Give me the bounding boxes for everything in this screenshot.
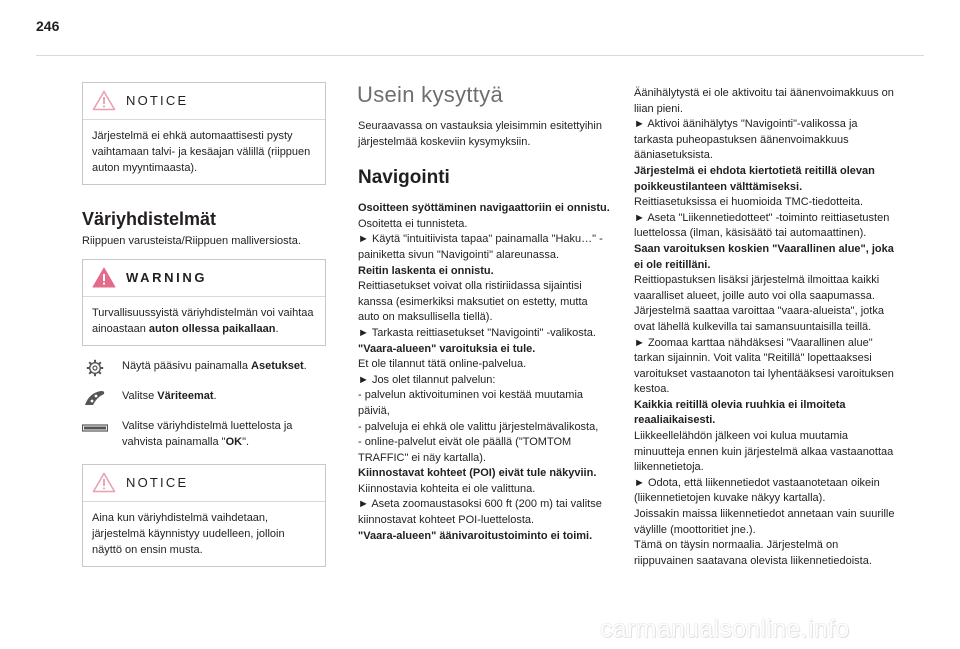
faq-answer: ► Odota, että liikennetiedot vastaanotetaan oikein (liikennetietojen kuvake näkyy kartalla). bbox=[634, 476, 880, 505]
faq-answer: ► Zoomaa karttaa nähdäksesi "Vaarallinen alue" tarkan sijainnin. Voit valita "Reitillä" lopettaaksesi varoitukset vastaanoton tai lyhentääksesi varoituksen kestoa. bbox=[634, 336, 894, 396]
faq-entries bbox=[358, 201, 611, 544]
faq-answer: ► Aseta zoomaustasoksi 600 ft (200 m) tai valitse kiinnostavat kohteet POI-luettelosta. bbox=[358, 498, 602, 527]
faq-title: Usein kysyttyä bbox=[357, 82, 504, 107]
step-confirm bbox=[82, 418, 326, 450]
right-column bbox=[634, 86, 896, 569]
faq-answer: ► Jos olet tilannut palvelun: bbox=[358, 373, 496, 386]
warning-text: Turvallisuussyistä väriyhdistelmän voi vaihtaa ainoastaan auton ollessa paikallaan. bbox=[92, 307, 314, 335]
confirm-bar-icon bbox=[82, 423, 108, 433]
step-text: Näytä pääsivu painamalla Asetukset. bbox=[122, 360, 307, 372]
faq-answer: Reittiasetukset voivat olla ristiriidassa sijaintisi kanssa (esimerkiksi maksutiet on estetty, mutta auto on maksullisella tiellä). bbox=[358, 280, 588, 324]
faq-answer: Kiinnostavia kohteita ei ole valittuna. bbox=[358, 482, 536, 495]
middle-column bbox=[358, 82, 611, 544]
faq-answer: Äänihälytystä ei ole aktivoitu tai äänenvoimakkuus on liian pieni. bbox=[634, 87, 894, 115]
faq-question: Osoitteen syöttäminen navigaattoriin ei onnistu. bbox=[358, 202, 610, 215]
faq-answer: ► Aktivoi äänihälytys "Navigointi"-valikossa ja tarkasta puheopastuksen äänenvoimakkuus ääniasetuksista. bbox=[634, 118, 858, 162]
notice-triangle-icon bbox=[92, 90, 116, 111]
faq-answer: - palveluja ei ehkä ole valittu järjestelmävalikosta, bbox=[358, 420, 599, 433]
faq-question: Kiinnostavat kohteet (POI) eivät tule näkyviin. bbox=[358, 467, 597, 480]
header-divider bbox=[36, 55, 924, 56]
faq-answer: ► Tarkasta reittiasetukset "Navigointi" -valikosta. bbox=[358, 326, 596, 339]
faq-answer: Et ole tilannut tätä online-palvelua. bbox=[358, 358, 527, 371]
watermark: carmanualsonline.info bbox=[600, 615, 850, 643]
gear-icon bbox=[86, 359, 104, 377]
faq-answer: Reittiasetuksissa ei huomioida TMC-tiedotteita. bbox=[634, 196, 864, 209]
faq-answer: Reittiopastuksen lisäksi järjestelmä ilmoittaa kaikki vaaralliset alueet, joille auto voi olla saapumassa. Järjestelmä saattaa varoittaa "vaara-alueista", jotka ovat lähellä kulkevilla tai samansuuntaisilla teillä. bbox=[634, 274, 884, 333]
palette-icon bbox=[83, 389, 107, 407]
notice-triangle-icon bbox=[92, 472, 116, 493]
faq-question: "Vaara-alueen" varoituksia ei tule. bbox=[358, 342, 536, 355]
navigation-subtitle: Navigointi bbox=[358, 167, 450, 189]
faq-intro: Seuraavassa on vastauksia yleisimmin esitettyihin järjestelmää koskeviin kysymyksiin. bbox=[358, 120, 602, 148]
warning-title: WARNING bbox=[126, 270, 208, 285]
step-text: Valitse väriyhdistelmä luettelosta ja vahvista painamalla "OK". bbox=[122, 420, 293, 448]
left-column bbox=[82, 82, 326, 567]
section-intro: Riippuen varusteista/Riippuen malliversiosta. bbox=[82, 235, 301, 247]
faq-answer: Osoitetta ei tunnisteta. bbox=[358, 217, 468, 230]
faq-question: "Vaara-alueen" äänivaroitustoiminto ei toimi. bbox=[358, 529, 593, 542]
notice-text: Aina kun väriyhdistelmä vaihdetaan, järjestelmä käynnistyy uudelleen, jolloin näyttö on ensin musta. bbox=[92, 512, 285, 556]
warning-triangle-icon bbox=[92, 267, 116, 288]
faq-question: Järjestelmä ei ehdota kiertotietä reitillä olevan poikkeustilanteen välttämiseksi. bbox=[634, 164, 875, 193]
warning-box bbox=[82, 259, 326, 346]
page-number: 246 bbox=[36, 18, 60, 34]
notice-box bbox=[82, 464, 326, 567]
faq-question: Saan varoituksen koskien "Vaarallinen alue", joka ei ole reitilläni. bbox=[634, 242, 894, 271]
faq-question: Reitin laskenta ei onnistu. bbox=[358, 264, 494, 277]
faq-answer: - palvelun aktivoituminen voi kestää muutamia päiviä, bbox=[358, 389, 584, 417]
faq-answer: Joissakin maissa liikennetiedot annetaan vain suurille väylille (moottoritiet jne.). bbox=[634, 508, 895, 536]
notice-title: NOTICE bbox=[126, 93, 189, 108]
section-title-colors: Väriyhdistelmät bbox=[82, 209, 217, 229]
notice-text: Järjestelmä ei ehkä automaattisesti pysty vaihtamaan talvi- ja kesäajan välillä (riippuen auton myyntimaasta). bbox=[92, 130, 311, 174]
faq-answer: - online-palvelut eivät ole päällä ("TOMTOM TRAFFIC" ei näy kartalla). bbox=[358, 436, 572, 464]
notice-box bbox=[82, 82, 326, 185]
faq-answer: Tämä on täysin normaalia. Järjestelmä on riippuvainen saatavana olevista liikennetiedoista. bbox=[634, 539, 872, 567]
step-text: Valitse Väriteemat. bbox=[122, 390, 217, 402]
faq-answer: ► Aseta "Liikennetiedotteet" -toiminto reittiasetusten luettelossa (ilman, käsisäätö tai automaattinen). bbox=[634, 211, 890, 240]
faq-answer: ► Käytä "intuitiivista tapaa" painamalla "Haku…" -painiketta sivun "Navigointi" alareunassa. bbox=[358, 233, 603, 261]
step-color-themes bbox=[82, 388, 326, 408]
faq-answer: Liikkeellelähdön jälkeen voi kulua muutamia minuutteja ennen kuin järjestelmä alkaa vastaanottaa liikennetietoja. bbox=[634, 430, 894, 474]
faq-entries bbox=[634, 86, 896, 569]
notice-title: NOTICE bbox=[126, 475, 189, 490]
step-settings bbox=[82, 358, 326, 378]
faq-question: Kaikkia reitillä olevia ruuhkia ei ilmoiteta reaaliaikaisesti. bbox=[634, 398, 846, 427]
